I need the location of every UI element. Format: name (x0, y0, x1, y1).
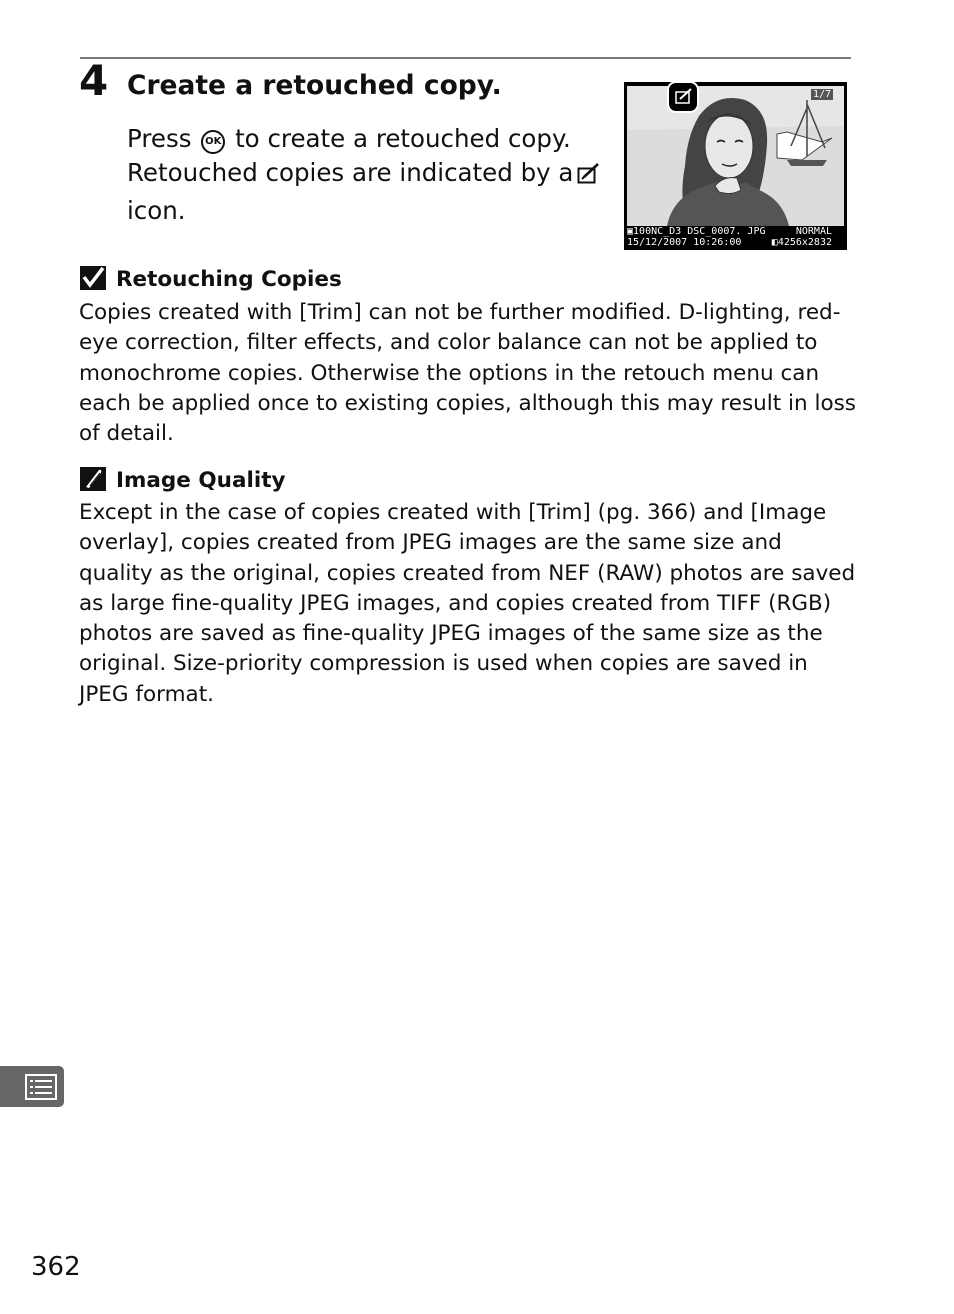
step-title: Create a retouched copy. (127, 70, 502, 101)
retouch-menu-tab[interactable] (0, 1066, 64, 1107)
date-time: 15/12/2007 10:26:00 (627, 237, 742, 248)
check-icon (79, 265, 107, 298)
step-line1-pre: Press (127, 124, 192, 153)
step-line1-post: to create a retouched copy. (235, 124, 571, 153)
folder-file: 100NC_D3 DSC_0007. JPG (633, 226, 766, 237)
step-instructions (127, 122, 607, 228)
image-size-icon: ◧ (771, 237, 778, 248)
pencil-note-icon (79, 466, 107, 499)
ok-button-icon: OK (201, 130, 225, 154)
retouch-badge-icon (666, 82, 700, 114)
retouch-icon (577, 160, 601, 194)
step-number: 4 (79, 56, 109, 105)
retouch-menu-icon (25, 1074, 57, 1100)
frame-counter: 1/7 (812, 89, 831, 100)
note-heading-retouching-copies (79, 265, 342, 298)
camera-monitor-illustration (624, 82, 847, 250)
image-quality: NORMAL (795, 226, 832, 237)
image-size: 4256x2832 (777, 237, 832, 248)
note2-text: Except in the case of copies created with [Trim] (pg. 366) and [Image overlay], copies created from JPEG images are the same size and quality as the original, copies created from NEF (RAW) photos are saved as large fine-quality JPEG images, and copies created from TIFF (RGB) photos are saved as fine-quality JPEG images of the same size as the original. Size-priority compression is used when copies are saved in JPEG format. (79, 500, 856, 707)
note-heading-image-quality (79, 466, 286, 499)
monitor-photo (627, 86, 844, 226)
step-line3: icon. (127, 196, 186, 225)
note2-title: Image Quality (116, 468, 286, 493)
monitor-info-bar (627, 227, 844, 249)
note1-text: Copies created with [Trim] can not be further modified. D-lighting, red-eye correction, filter effects, and color balance can not be applied to monochrome copies. Otherwise the options in the retouch menu can each be applied once to existing copies, although this may result in loss of detail. (79, 300, 857, 447)
note1-title: Retouching Copies (116, 267, 342, 292)
page-number: 362 (31, 1252, 81, 1282)
step-line2: Retouched copies are indicated by a (127, 158, 574, 187)
card-icon: ▣ (627, 226, 634, 237)
top-rule (80, 57, 851, 59)
